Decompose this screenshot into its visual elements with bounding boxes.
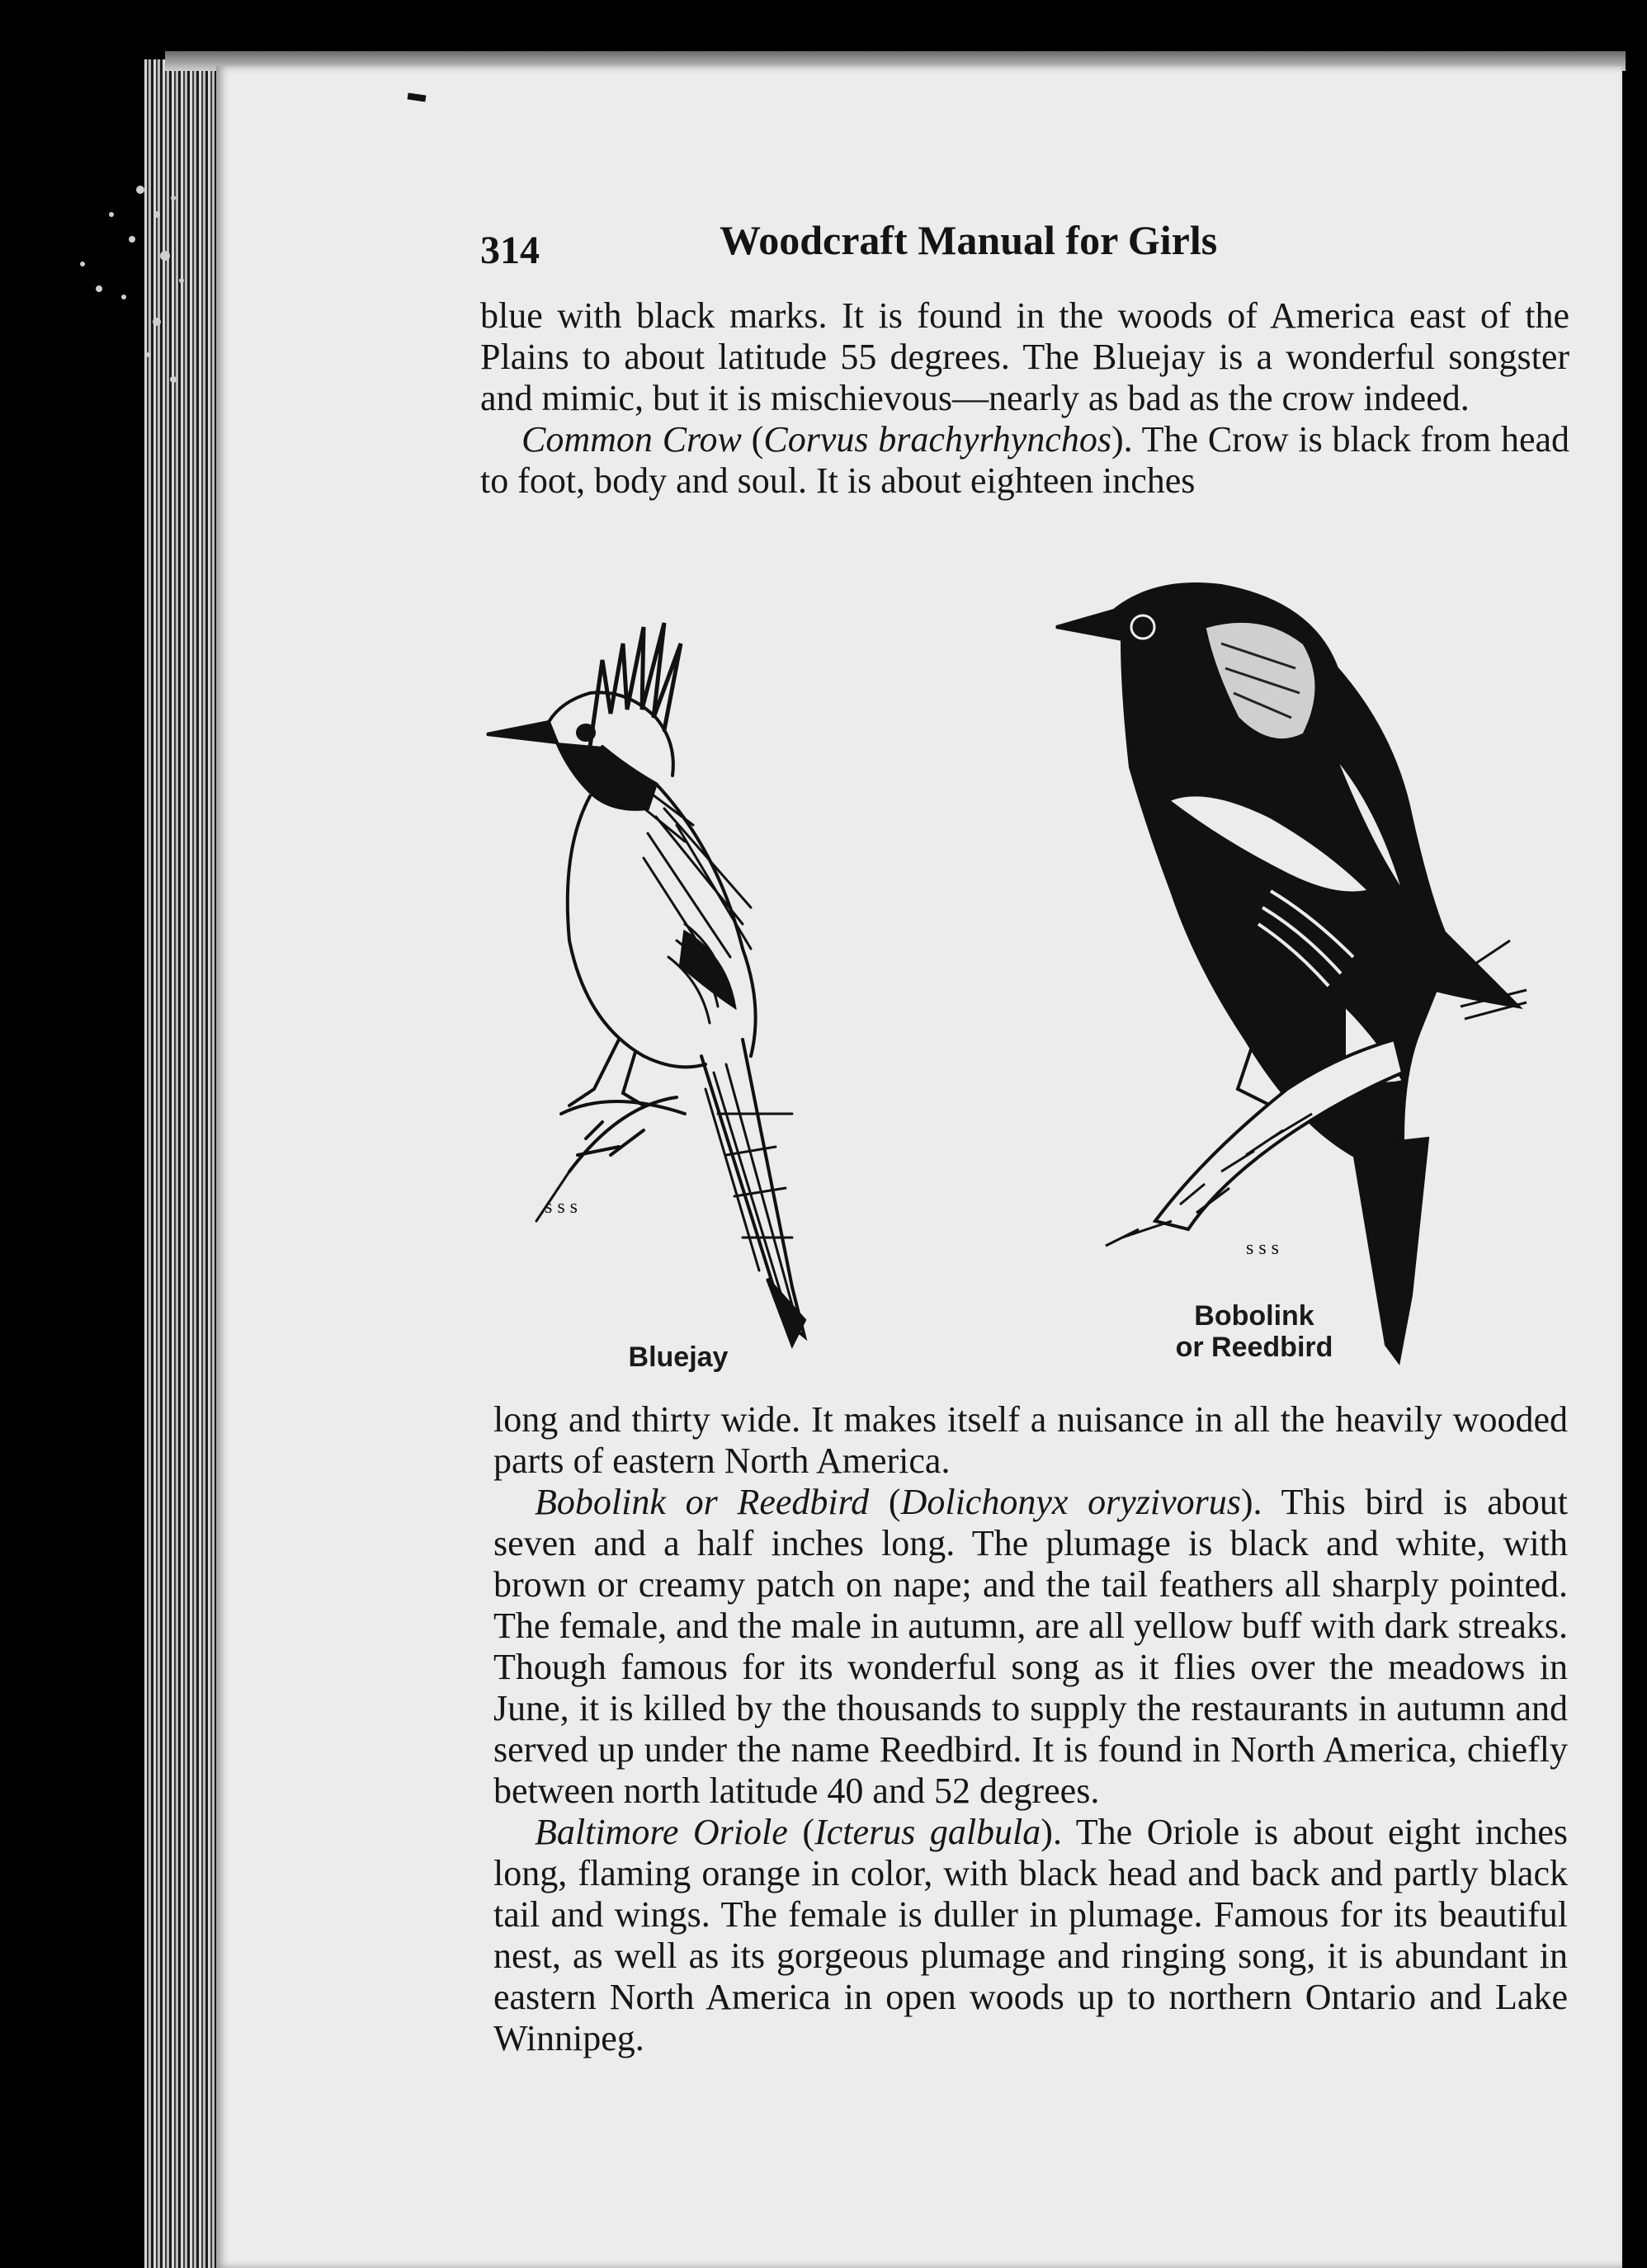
paragraph-crow-end: long and thirty wide. It makes itself a nuisance in all the heavily wooded parts of eastern North America. <box>493 1399 1568 1481</box>
top-text-block <box>480 295 1569 502</box>
paragraph-text: The Oriole is about eight inches long, flaming orange in color, with black head and back and partly black tail and wings. The female is duller in plumage. Famous for its beautiful nest, as well as its gorgeous plumage and ringing song, it is abundant in eastern North America in open woods up to northern Ontario and Lake Winnipeg. <box>493 1812 1568 2058</box>
paragraph-baltimore-oriole: Baltimore Oriole (Icterus galbula). The Oriole is about eight inches long, flaming orange in color, with black head and back and partly black tail and wings. The female is duller in plumage. Famous for its beautiful nest, as well as its gorgeous plumage and ringing song, it is abundant in eastern North America in open woods up to northern Ontario and Lake Winnipeg. <box>493 1812 1568 2058</box>
species-name: Baltimore Oriole <box>535 1812 788 1852</box>
caption-bobolink-line2: or Reedbird <box>1175 1332 1333 1363</box>
svg-text:s s s: s s s <box>1246 1238 1280 1259</box>
species-name: Bobolink or Reedbird <box>535 1482 870 1522</box>
species-name: Common Crow <box>521 419 742 460</box>
paragraph-bobolink: Bobolink or Reedbird (Dolichonyx oryzivorus). This bird is about seven and a half inches long. The plumage is black and white, with brown or creamy patch on nape; and the tail feathers all sharply pointed. The female, and the male in autumn, are all yellow buff with dark streaks. Though famous for its wonderful song as it flies over the meadows in June, it is killed by the thousands to supply the restaurants in autumn and served up under the name Reedbird. It is found in North America, chiefly between north latitude 40 and 52 degrees. <box>493 1482 1569 1811</box>
bluejay-drawing <box>487 623 805 1345</box>
latin-name: Corvus brachyrhynchos <box>763 419 1111 460</box>
scan-speckles <box>33 165 198 429</box>
svg-text:s s s: s s s <box>545 1196 578 1218</box>
caption-bobolink <box>1155 1300 1353 1363</box>
latin-name: Icterus galbula <box>814 1812 1041 1852</box>
caption-bluejay: Bluejay <box>628 1341 729 1373</box>
caption-bobolink-line1: Bobolink <box>1194 1300 1314 1332</box>
paragraph-bluejay-end: blue with black marks. It is found in the woods of America east of the Plains to about latitude 55 degrees. The Bluejay is a wonderful songster and mimic, but it is mischievous—nearly as bad as the crow indeed. <box>480 295 1569 418</box>
page-header <box>480 216 1322 274</box>
bird-illustration <box>479 578 1576 1386</box>
running-title: Woodcraft Manual for Girls <box>720 217 1218 263</box>
paragraph-common-crow: Common Crow (Corvus brachyrhynchos). The Crow is black from head to foot, body and soul. It is about eighteen inches <box>480 419 1570 501</box>
page-number: 314 <box>480 229 540 272</box>
paragraph-text: This bird is about seven and a half inches long. The plumage is black and white, with brown or creamy patch on nape; and the tail feathers all sharply pointed. The female, and the male in autumn, are all yellow buff with dark streaks. Though famous for its wonderful song as it flies over the meadows in June, it is killed by the thousands to supply the restaurants in autumn and served up under the name Reedbird. It is found in North America, chiefly between north latitude 40 and 52 degrees. <box>493 1482 1569 1811</box>
bobolink-drawing <box>1056 584 1527 1361</box>
paragraph-text: The Crow is black from head to foot, body and soul. It is about eighteen inches <box>480 419 1570 501</box>
latin-name: Dolichonyx oryzivorus <box>900 1482 1241 1522</box>
bottom-text-block <box>493 1399 1568 2059</box>
